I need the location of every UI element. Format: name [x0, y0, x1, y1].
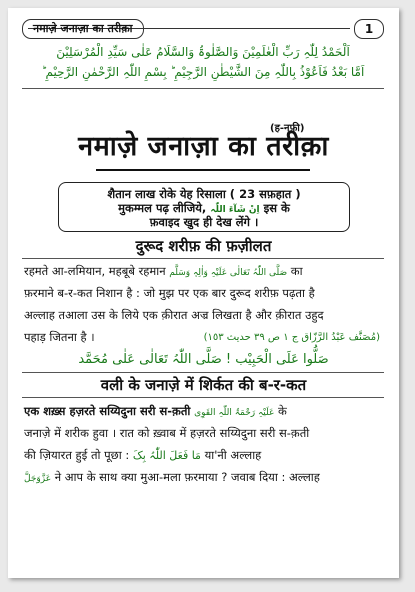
text-span: का: [290, 264, 303, 278]
salat-line: صَلُّوا عَلَی الْحَبِیْب ! صَلَّی اللّٰہُ تَعَالٰی عَلٰی مُحَمَّد: [78, 352, 329, 367]
arabic-question: مَا فَعَلَ اللّٰہُ بِکَ: [132, 449, 201, 462]
text-span: एक शख़्स हज़रते सय्यिदुना सरी स-क़ती: [24, 404, 191, 418]
text-span: के: [278, 404, 287, 418]
paragraph-line: [24, 400, 384, 424]
notice-line-2-start: मुकम्मल पढ़ लीजिये,: [118, 201, 207, 215]
paragraph-line: अल्लाह तआला उस के लिये एक क़ीरात अज्र लिखता है और क़ीरात उहुद: [24, 308, 324, 322]
paragraph-line: [24, 260, 384, 284]
notice-box: [58, 182, 350, 232]
paragraph-line: फ़रमाने ब-र-कत निशान है : जो मुझ पर एक बार दुरूद शरीफ़ पढ़ता है: [24, 286, 315, 300]
notice-inshallah: اِنْ شَآءَ اللّٰہ: [210, 205, 260, 215]
section-title-durood: दुरूद शरीफ़ की फ़ज़ीलत: [135, 237, 272, 255]
madhab-tag: (ह-नफ़ी): [270, 123, 305, 134]
header-title: नमाज़े जनाज़ा का तरीक़ा: [22, 19, 144, 39]
paragraph-line: पहाड़ जितना है ।: [24, 330, 95, 344]
document-page: [8, 8, 399, 578]
text-span: या'नी अल्लाह: [204, 448, 262, 462]
paragraph-line: जनाज़े में शरीक हुवा । रात को ख़्वाब में हज़रते सय्यिदुना सरी स-क़ती: [24, 426, 310, 440]
paragraph-line: [24, 444, 384, 467]
page-number: 1: [354, 19, 384, 39]
divider: [22, 397, 384, 398]
divider: [22, 372, 384, 373]
text-span: ने आप के साथ क्या मुआ-मला फ़रमाया ? जवाब दिया : अल्लाह: [54, 470, 320, 484]
divider: [22, 88, 384, 89]
page-header: [22, 19, 384, 39]
hadith-reference: (مُصَنَّف عَبْدُ الرَّزّاق ج ١ ص ٣٩ حدیث ١٥٣): [203, 332, 380, 343]
arabic-honorific: عَلَیْہِ رَحْمَۃُ اللّٰہِ القَوِی: [194, 408, 275, 418]
opening-arabic-line-1: اَلْحَمْدُ لِلّٰہِ رَبِّ الْعٰلَمِیْنَ وَالصَّلٰوۃُ وَالسَّلَامُ عَلٰی سَیِّدِ الْمُرْسَلِیْنَ: [56, 45, 350, 59]
paragraph-line: [24, 466, 384, 490]
text-span: रहमते आ-लमियान, महबूबे रहमान: [24, 264, 166, 278]
booklet-title: नमाज़े जनाज़ा का तरीक़ा: [78, 131, 329, 162]
notice-line-1: शैतान लाख रोके येह रिसाला ( 23 सफ़हात ): [107, 187, 301, 201]
title-underline: [96, 169, 310, 171]
arabic-salutation: صَلَّی اللّٰہُ تَعَالٰی عَلَیْہِ وَاٰلِہٖ وَسَلَّم: [169, 268, 288, 278]
arabic-honorific: عَزَّوَجَلَّ: [24, 474, 52, 484]
divider: [22, 258, 384, 259]
notice-line-2: [59, 201, 349, 216]
notice-line-3: फ़वाइद खुद ही देख लेंगे ।: [149, 215, 259, 229]
notice-line-2-end: इस के: [263, 201, 290, 215]
opening-arabic-line-2: اَمَّا بَعْدُ فَاَعُوْذُ بِاللّٰہِ مِنَ الشَّیْطٰنِ الرَّجِیْمِ ؕ بِسْمِ اللّٰہِ الرَّحْمٰنِ الرَّحِیْمِ ؕ: [41, 65, 365, 79]
text-span: की ज़ियारत हुई तो पूछा :: [24, 448, 130, 462]
section-title-wali: वली के जनाज़े में शिर्कत की ब-र-कत: [100, 376, 307, 394]
